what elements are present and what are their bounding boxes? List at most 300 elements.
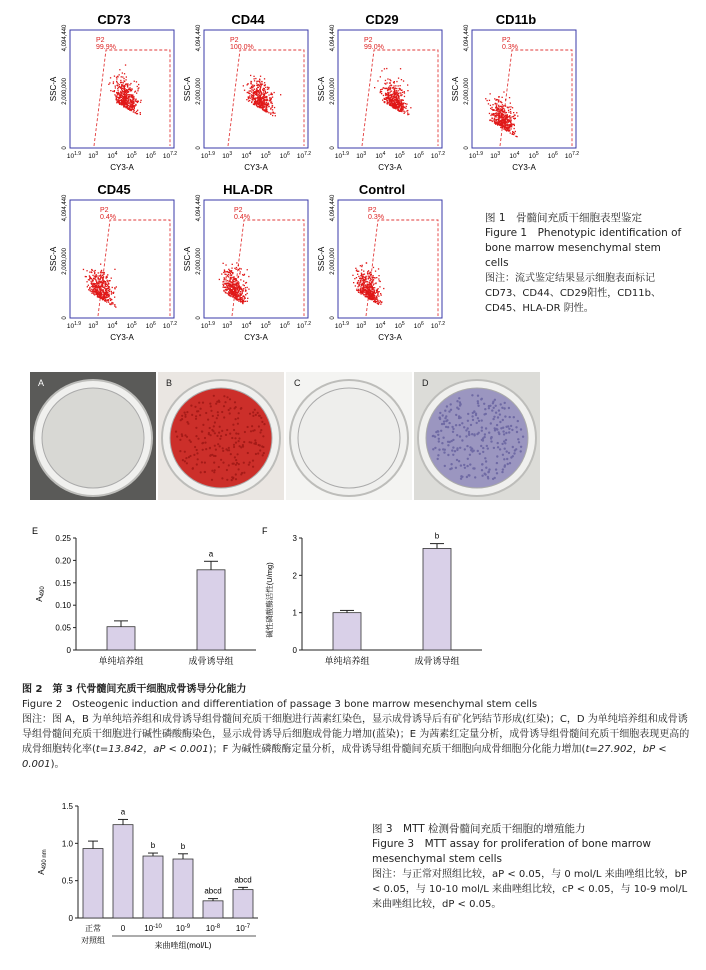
scatter-point <box>263 98 264 99</box>
scatter-point <box>101 276 102 277</box>
dish-label: D <box>422 378 429 388</box>
y-tick-label: 0.15 <box>55 578 71 588</box>
scatter-point <box>514 133 515 134</box>
figure-2-note-part3: )。 <box>50 759 65 770</box>
scatter-point <box>238 276 239 277</box>
stain-dot <box>249 413 251 415</box>
significance-label: abcd <box>234 875 252 885</box>
scatter-point <box>510 106 511 107</box>
scatter-point <box>370 278 371 279</box>
y-tick-label: 4,094,440 <box>330 194 336 222</box>
scatter-point <box>272 109 273 110</box>
scatter-point <box>370 272 371 273</box>
stain-dot <box>504 464 506 466</box>
scatter-point <box>264 89 265 90</box>
stain-dot <box>469 454 471 456</box>
scatter-point <box>497 119 498 120</box>
scatter-point <box>391 91 392 92</box>
x-tick-label: 正常 <box>85 924 101 933</box>
scatter-point <box>119 84 120 85</box>
stain-dot <box>255 453 257 455</box>
stain-dot <box>186 421 188 423</box>
scatter-point <box>120 80 121 81</box>
scatter-point <box>270 94 271 95</box>
scatter-point <box>116 77 117 78</box>
scatter-point <box>269 98 270 99</box>
scatter-point <box>376 277 377 278</box>
scatter-point <box>363 282 364 283</box>
stain-dot <box>502 419 504 421</box>
flow-panel-cd29 <box>316 8 448 176</box>
scatter-point <box>115 95 116 96</box>
scatter-point <box>226 280 227 281</box>
panel-label: F <box>262 526 268 536</box>
x-axis-label: CY3-A <box>110 163 134 172</box>
stain-dot <box>209 427 211 429</box>
scatter-point <box>244 301 245 302</box>
scatter-point <box>513 116 514 117</box>
scatter-point <box>119 74 120 75</box>
scatter-point <box>357 282 358 283</box>
stain-dot <box>466 465 468 467</box>
scatter-point <box>394 92 395 93</box>
stain-dot <box>235 478 237 480</box>
stain-dot <box>488 407 490 409</box>
y-axis-label-sub: 490 <box>40 586 46 597</box>
scatter-point <box>505 106 506 107</box>
scatter-point <box>388 94 389 95</box>
scatter-point <box>400 85 401 86</box>
scatter-point <box>407 112 408 113</box>
scatter-point <box>498 105 499 106</box>
x-tick-label: $10^{7.2}$ <box>296 151 312 160</box>
stain-dot <box>202 442 204 444</box>
scatter-point <box>225 264 226 265</box>
scatter-point <box>234 268 235 269</box>
scatter-point <box>240 291 241 292</box>
scatter-point <box>398 78 399 79</box>
scatter-point <box>97 294 98 295</box>
stain-dot <box>194 446 196 448</box>
figure-2-note-part2: )；F 为碱性磷酸酶定量分析，成骨诱导组骨髓间充质干细胞向成骨细胞分化能力增加( <box>208 744 586 755</box>
stain-dot <box>228 447 230 449</box>
x-tick-label: $10^6$ <box>413 321 424 330</box>
scatter-point <box>384 99 385 100</box>
scatter-point <box>231 268 232 269</box>
scatter-point <box>229 281 230 282</box>
stain-dot <box>208 433 210 435</box>
figure-3-note: 图注：与正常对照组比较，aP < 0.05，与 0 mol/L 来曲唑组比较，bP < 0.05，与 10-10 mol/L 来曲唑组比较，cP < 0.05，与 10-9 mol/L 来曲唑组比较，dP < 0.05。 <box>372 869 688 910</box>
stain-dot <box>196 452 198 454</box>
stain-dot <box>512 446 514 448</box>
scatter-point <box>114 304 115 305</box>
scatter-point <box>114 76 115 77</box>
x-tick-label: 成骨诱导组 <box>188 656 234 666</box>
scatter-point <box>373 293 374 294</box>
scatter-point <box>111 293 112 294</box>
scatter-point <box>105 291 106 292</box>
scatter-point <box>507 107 508 108</box>
x-tick-exponent: -8 <box>214 924 221 930</box>
scatter-point <box>129 94 130 95</box>
scatter-point <box>235 296 236 297</box>
x-tick-label: $10^{-10}$ <box>144 924 162 933</box>
scatter-point <box>373 277 374 278</box>
stain-dot <box>481 469 483 471</box>
stain-dot <box>262 446 264 448</box>
scatter-point <box>375 282 376 283</box>
scatter-point <box>256 83 257 84</box>
scatter-point <box>99 283 100 284</box>
stain-dot <box>197 438 199 440</box>
stain-dot <box>255 414 257 416</box>
stain-dot <box>513 452 515 454</box>
scatter-point <box>488 103 489 104</box>
scatter-point <box>108 288 109 289</box>
x-tick-label: $10^4$ <box>107 151 118 160</box>
stain-dot <box>506 450 508 452</box>
y-tick-label: 0 <box>464 146 470 150</box>
scatter-point <box>397 107 398 108</box>
scatter-point <box>132 105 133 106</box>
scatter-point <box>363 293 364 294</box>
scatter-point <box>258 106 259 107</box>
bar <box>333 613 361 650</box>
scatter-point <box>515 136 516 137</box>
scatter-point <box>496 105 497 106</box>
stain-dot <box>229 433 231 435</box>
scatter-point <box>393 85 394 86</box>
scatter-point <box>239 268 240 269</box>
scatter-point <box>370 291 371 292</box>
scatter-point <box>226 271 227 272</box>
stain-dot <box>503 433 505 435</box>
stain-dot <box>224 401 226 403</box>
figure-2-note <box>22 712 690 772</box>
stain-dot <box>499 448 501 450</box>
y-axis-label: $A_{490 nm}$ <box>37 849 48 875</box>
stain-dot <box>510 456 512 458</box>
scatter-point <box>371 282 372 283</box>
scatter-point <box>126 95 127 96</box>
dish-label: A <box>38 378 45 388</box>
stain-dot <box>263 452 265 454</box>
x-tick-exponent: 7.2 <box>438 151 446 157</box>
scatter-point <box>494 122 495 123</box>
stain-dot <box>232 424 234 426</box>
stain-dot <box>239 445 241 447</box>
scatter-point <box>268 94 269 95</box>
scatter-point <box>505 117 506 118</box>
scatter-point <box>94 271 95 272</box>
scatter-point <box>517 115 518 116</box>
scatter-point <box>489 113 490 114</box>
flow-panel-cd44 <box>182 8 314 176</box>
scatter-point <box>398 90 399 91</box>
scatter-point <box>406 106 407 107</box>
stain-dot <box>464 448 466 450</box>
scatter-point <box>502 104 503 105</box>
stain-dot <box>481 430 483 432</box>
scatter-point <box>371 297 372 298</box>
stain-dot <box>442 437 444 439</box>
scatter-point <box>103 296 104 297</box>
dish-well <box>298 388 400 488</box>
scatter-point <box>130 104 131 105</box>
stain-dot <box>213 395 215 397</box>
stain-dot <box>434 447 436 449</box>
stain-dot <box>496 455 498 457</box>
scatter-point <box>108 293 109 294</box>
scatter-point <box>394 82 395 83</box>
stain-dot <box>197 410 199 412</box>
scatter-point <box>256 81 257 82</box>
scatter-point <box>398 97 399 98</box>
scatter-point <box>101 272 102 273</box>
scatter-point <box>489 120 490 121</box>
scatter-point <box>403 102 404 103</box>
scatter-point <box>116 98 117 99</box>
stain-dot <box>441 442 443 444</box>
x-tick-label: $10^4$ <box>241 151 252 160</box>
stain-dot <box>467 458 469 460</box>
x-tick-label: $10^4$ <box>375 321 386 330</box>
scatter-point <box>505 123 506 124</box>
scatter-point <box>96 274 97 275</box>
scatter-point <box>393 100 394 101</box>
stain-dot <box>494 477 496 479</box>
scatter-point <box>88 289 89 290</box>
scatter-point <box>109 289 110 290</box>
scatter-point <box>89 277 90 278</box>
stain-dot <box>455 424 457 426</box>
scatter-point <box>368 298 369 299</box>
stain-dot <box>189 455 191 457</box>
significance-label: a <box>208 549 214 559</box>
scatter-point <box>262 102 263 103</box>
scatter-point <box>501 124 502 125</box>
stain-dot <box>481 426 483 428</box>
x-tick-label: $10^{1.9}$ <box>468 151 484 160</box>
scatter-point <box>108 84 109 85</box>
x-tick-exponent: 5 <box>401 151 405 157</box>
scatter-point <box>233 283 234 284</box>
scatter-point <box>117 82 118 83</box>
scatter-point <box>386 94 387 95</box>
scatter-point <box>500 101 501 102</box>
stain-dot <box>517 420 519 422</box>
scatter-point <box>401 105 402 106</box>
stain-dot <box>505 432 507 434</box>
stain-dot <box>175 431 177 433</box>
scatter-point <box>223 279 224 280</box>
scatter-point <box>369 288 370 289</box>
scatter-point <box>126 94 127 95</box>
stain-dot <box>222 447 224 449</box>
y-tick-label: 0.5 <box>61 876 73 886</box>
stain-dot <box>471 415 473 417</box>
x-tick-label: $10^5$ <box>260 151 271 160</box>
scatter-point <box>231 277 232 278</box>
x-tick-label: $10^{1.9}$ <box>66 321 82 330</box>
scatter-point <box>400 111 401 112</box>
stain-dot <box>480 445 482 447</box>
scatter-point <box>255 91 256 92</box>
scatter-point <box>223 290 224 291</box>
stain-dot <box>468 431 470 433</box>
stain-dot <box>210 405 212 407</box>
stain-dot <box>478 432 480 434</box>
stain-dot <box>508 407 510 409</box>
stain-dot <box>503 407 505 409</box>
stain-dot <box>499 421 501 423</box>
x-tick-label: $10^4$ <box>509 151 520 160</box>
stain-dot <box>459 435 461 437</box>
scatter-point <box>251 86 252 87</box>
scatter-point <box>256 93 257 94</box>
scatter-point <box>508 119 509 120</box>
scatter-point <box>404 107 405 108</box>
scatter-point <box>269 100 270 101</box>
scatter-point <box>122 72 123 73</box>
stain-dot <box>482 451 484 453</box>
stain-dot <box>447 444 449 446</box>
scatter-point <box>369 293 370 294</box>
x-axis-label: CY3-A <box>244 333 268 342</box>
scatter-point <box>132 89 133 90</box>
scatter-point <box>254 99 255 100</box>
stain-dot <box>442 414 444 416</box>
scatter-point <box>356 269 357 270</box>
scatter-point <box>396 93 397 94</box>
stain-dot <box>179 439 181 441</box>
gate-label: P2 <box>368 207 377 214</box>
scatter-point <box>247 83 248 84</box>
stain-dot <box>487 447 489 449</box>
scatter-point <box>104 292 105 293</box>
x-tick-label: 0 <box>120 924 126 933</box>
scatter-point <box>126 102 127 103</box>
scatter-point <box>257 100 258 101</box>
scatter-point <box>363 276 364 277</box>
scatter-point <box>223 287 224 288</box>
scatter-point <box>264 82 265 83</box>
x-tick-exponent: 1.9 <box>74 151 82 157</box>
stain-dot <box>243 462 245 464</box>
scatter-point <box>375 301 376 302</box>
scatter-point <box>506 115 507 116</box>
scatter-point <box>230 278 231 279</box>
scatter-point <box>235 279 236 280</box>
stain-dot <box>470 424 472 426</box>
scatter-point <box>228 283 229 284</box>
scatter-point <box>251 101 252 102</box>
scatter-point <box>132 95 133 96</box>
scatter-point <box>396 102 397 103</box>
scatter-point <box>127 98 128 99</box>
x-tick-label: $10^{-9}$ <box>175 924 191 933</box>
scatter-point <box>404 96 405 97</box>
stain-dot <box>481 419 483 421</box>
scatter-point <box>394 103 395 104</box>
stain-dot <box>252 460 254 462</box>
scatter-point <box>393 93 394 94</box>
scatter-point <box>111 292 112 293</box>
stain-dot <box>456 447 458 449</box>
stain-dot <box>495 468 497 470</box>
stain-dot <box>488 405 490 407</box>
scatter-point <box>110 298 111 299</box>
stain-dot <box>228 409 230 411</box>
scatter-point <box>367 284 368 285</box>
scatter-point <box>248 289 249 290</box>
stain-dot <box>195 418 197 420</box>
scatter-point <box>118 98 119 99</box>
scatter-point <box>497 122 498 123</box>
stain-dot <box>491 409 493 411</box>
gate-label: P2 <box>502 37 511 44</box>
scatter-point <box>382 100 383 101</box>
scatter-point <box>245 301 246 302</box>
stain-dot <box>471 448 473 450</box>
stain-dot <box>179 450 181 452</box>
scatter-point <box>236 267 237 268</box>
x-tick-label: $10^3$ <box>222 151 233 160</box>
scatter-point <box>404 111 405 112</box>
scatter-point <box>125 97 126 98</box>
stain-dot <box>204 442 206 444</box>
scatter-point <box>95 294 96 295</box>
y-tick-label: 1 <box>292 608 297 618</box>
scatter-point <box>407 90 408 91</box>
scatter-point <box>94 286 95 287</box>
stain-dot <box>223 405 225 407</box>
scatter-point <box>263 90 264 91</box>
scatter-point <box>132 109 133 110</box>
scatter-point <box>115 86 116 87</box>
x-tick-exponent: 4 <box>114 321 118 327</box>
scatter-point <box>223 285 224 286</box>
scatter-point <box>401 90 402 91</box>
stain-dot <box>509 462 511 464</box>
y-tick-label: 3 <box>292 534 297 543</box>
scatter-point <box>91 293 92 294</box>
scatter-point <box>236 285 237 286</box>
scatter-point <box>500 127 501 128</box>
scatter-point <box>236 262 237 263</box>
y-tick-label: 0.05 <box>55 623 71 633</box>
scatter-point <box>242 289 243 290</box>
scatter-point <box>239 290 240 291</box>
x-tick-exponent: 1.9 <box>342 151 350 157</box>
stain-dot <box>522 436 524 438</box>
stain-dot <box>473 450 475 452</box>
x-tick-label: $10^{1.9}$ <box>200 321 216 330</box>
scatter-point <box>247 269 248 270</box>
scatter-point <box>135 99 136 100</box>
x-tick-exponent: 7.2 <box>170 151 178 157</box>
stain-dot <box>219 438 221 440</box>
y-tick-label: 1.0 <box>61 839 73 849</box>
scatter-point <box>129 103 130 104</box>
scatter-point <box>390 91 391 92</box>
stain-dot <box>258 425 260 427</box>
scatter-point <box>260 98 261 99</box>
scatter-point <box>116 78 117 79</box>
stain-dot <box>252 466 254 468</box>
scatter-point <box>225 292 226 293</box>
stain-dot <box>459 447 461 449</box>
